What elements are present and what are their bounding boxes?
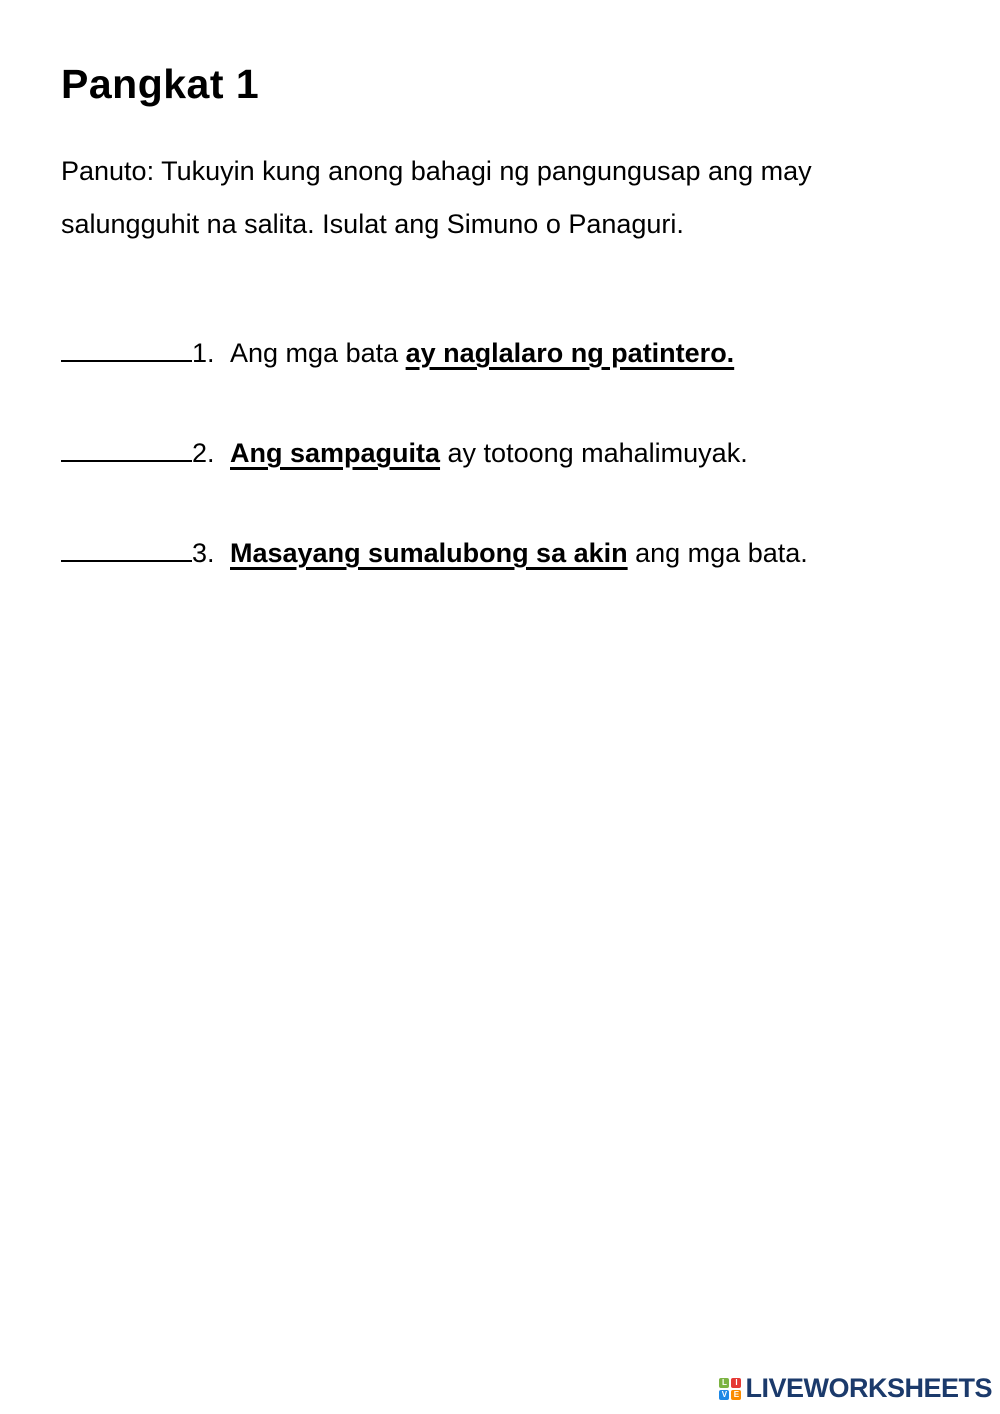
answer-blank-3[interactable] [61, 538, 192, 562]
liveworksheets-logo [719, 1373, 992, 1404]
question-number: 3. [192, 538, 215, 568]
question-text-before: Ang mga bata [230, 338, 406, 368]
question-1 [61, 333, 734, 373]
question-number: 2. [192, 438, 215, 468]
instructions [61, 145, 941, 251]
question-text-after: ay totoong mahalimuyak. [440, 438, 748, 468]
logo-icon [719, 1378, 741, 1400]
logo-letter-l: L [719, 1378, 729, 1388]
logo-text: LIVEWORKSHEETS [745, 1373, 992, 1403]
underlined-phrase: Masayang sumalubong sa akin [230, 538, 628, 568]
answer-blank-2[interactable] [61, 438, 192, 462]
underlined-phrase: ay naglalaro ng patintero. [405, 338, 735, 368]
instructions-line-1: Panuto: Tukuyin kung anong bahagi ng pangungusap ang may [61, 156, 812, 186]
page-title: Pangkat 1 [61, 61, 260, 107]
question-number: 1. [192, 338, 215, 368]
question-3 [61, 533, 808, 573]
question-text-after: ang mga bata. [627, 538, 808, 568]
answer-blank-1[interactable] [61, 338, 192, 362]
instructions-line-2: salungguhit na salita. Isulat ang Simuno o Panaguri. [61, 209, 684, 239]
question-2 [61, 433, 748, 473]
underlined-phrase: Ang sampaguita [230, 438, 441, 468]
logo-letter-v: V [719, 1390, 729, 1400]
logo-letter-e: E [731, 1390, 741, 1400]
logo-letter-i: I [731, 1378, 741, 1388]
